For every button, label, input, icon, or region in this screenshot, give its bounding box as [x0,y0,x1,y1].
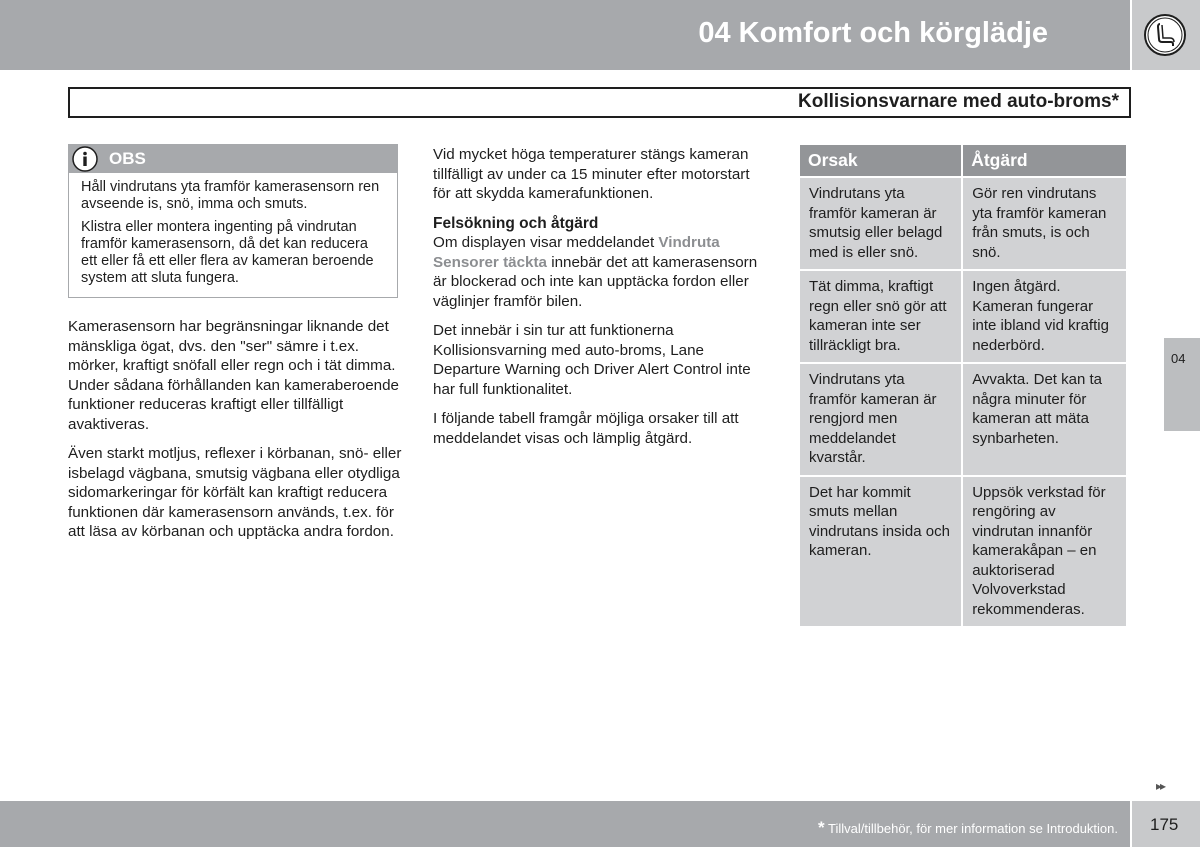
paragraph-temperature: Vid mycket höga temperaturer stängs kameran tillfälligt av under ca 15 minuter efter motorstart för att skydda kamerafunktionen. [433,146,750,202]
note-box [68,144,398,298]
chapter-side-tab-label: 04 [1171,351,1186,366]
header-bar [0,0,1130,70]
cause-action-table [798,145,1128,628]
paragraph-table-intro: I följande tabell framgår möjliga orsaker till att meddelandet visas och lämplig åtgärd. [433,410,739,447]
page-number-box [1132,801,1200,847]
note-paragraph: Håll vindrutans yta framför kamerasensorn ren avseende is, snö, imma och smuts. [81,179,380,212]
footer-note [818,818,1118,838]
text-column-2 [433,145,769,458]
page-number: 175 [1150,815,1179,834]
paragraph-functions: Det innebär i sin tur att funktionerna Kollisionsvarning med auto-broms, Lane Departure Warning och Driver Alert Control inte har full funktionalitet. [433,322,751,398]
table-cell-cause: Vindrutans yta framför kameran är smutsig eller belagd med is eller snö. [800,178,961,271]
note-body [69,173,397,287]
footer-bar [0,801,1130,847]
chapter-title: 04 Komfort och körglädje [698,17,1048,49]
table-row [800,271,1126,364]
paragraph-display-message [433,233,769,311]
table-header-row [800,145,1126,178]
table-header-action: Åtgärd [963,145,1126,178]
table-row [800,178,1126,271]
footnote-star: * [818,818,825,837]
table-cell-action: Uppsök verkstad för rengöring av vindrutan innanför kamerakåpan – en auktoriserad Volvoverkstad rekommenderas. [963,477,1126,629]
next-page-arrow-icon: ▸▸ [1156,779,1165,793]
display-message: Vindruta Sensorer täckta [433,234,720,271]
display-text-before: Om displayen visar meddelandet [433,234,659,251]
chapter-side-tab[interactable] [1164,338,1200,431]
table-cell-action: Ingen åtgärd. Kameran fungerar inte ibland vid kraftig nederbörd. [963,271,1126,364]
text-column-1 [68,317,402,552]
paragraph-conditions: Även starkt motljus, reflexer i körbanan, snö- eller isbelagd vägbana, smutsig vägbana eller otydliga sidomarkeringar för körfält kan kraftigt reducera funktionen där kamerasensorn används, t.ex. för att läsa av körbanan och upptäcka andra fordon. [68,445,402,540]
section-title: Kollisionsvarnare med auto-broms* [798,91,1119,112]
table-cell-cause: Tät dimma, kraftigt regn eller snö gör att kameran inte ser tillräckligt bra. [800,271,961,364]
chapter-icon-box [1132,0,1200,70]
note-paragraph: Klistra eller montera ingenting på vindrutan framför kamerasensorn, då det kan reducera ett eller få ett eller flera av kameran beroende system att sluta fungera. [81,219,374,286]
display-text-after: innebär det att kamerasensorn är blockerad och inte kan upptäcka fordon eller väglinjer framför bilen. [433,253,758,310]
table-row [800,477,1126,629]
table-header-cause: Orsak [800,145,961,178]
table-row [800,364,1126,477]
footnote-text: Tillval/tillbehör, för mer information se Introduktion. [824,821,1118,836]
seat-icon [1143,13,1187,57]
note-header [69,145,397,173]
table-cell-cause: Vindrutans yta framför kameran är rengjord men meddelandet kvarstår. [800,364,961,477]
section-header [68,87,1131,118]
table-cell-cause: Det har kommit smuts mellan vindrutans insida och kameran. [800,477,961,629]
paragraph-limitations: Kamerasensorn har begränsningar liknande det mänskliga ögat, dvs. den "ser" sämre i t.ex. mörker, kraftigt snöfall eller regn och i tät dimma. Under sådana förhållanden kan kameraberoende funktioner reduceras kraftigt eller tillfälligt avaktiveras. [68,318,399,433]
troubleshooting-heading: Felsökning och åtgärd [433,214,599,232]
info-icon [71,145,99,173]
table-cell-action: Gör ren vindrutans yta framför kameran från smuts, is och snö. [963,178,1126,271]
table-cell-action: Avvakta. Det kan ta några minuter för kameran att mäta synbarheten. [963,364,1126,477]
note-label: OBS [109,149,146,168]
